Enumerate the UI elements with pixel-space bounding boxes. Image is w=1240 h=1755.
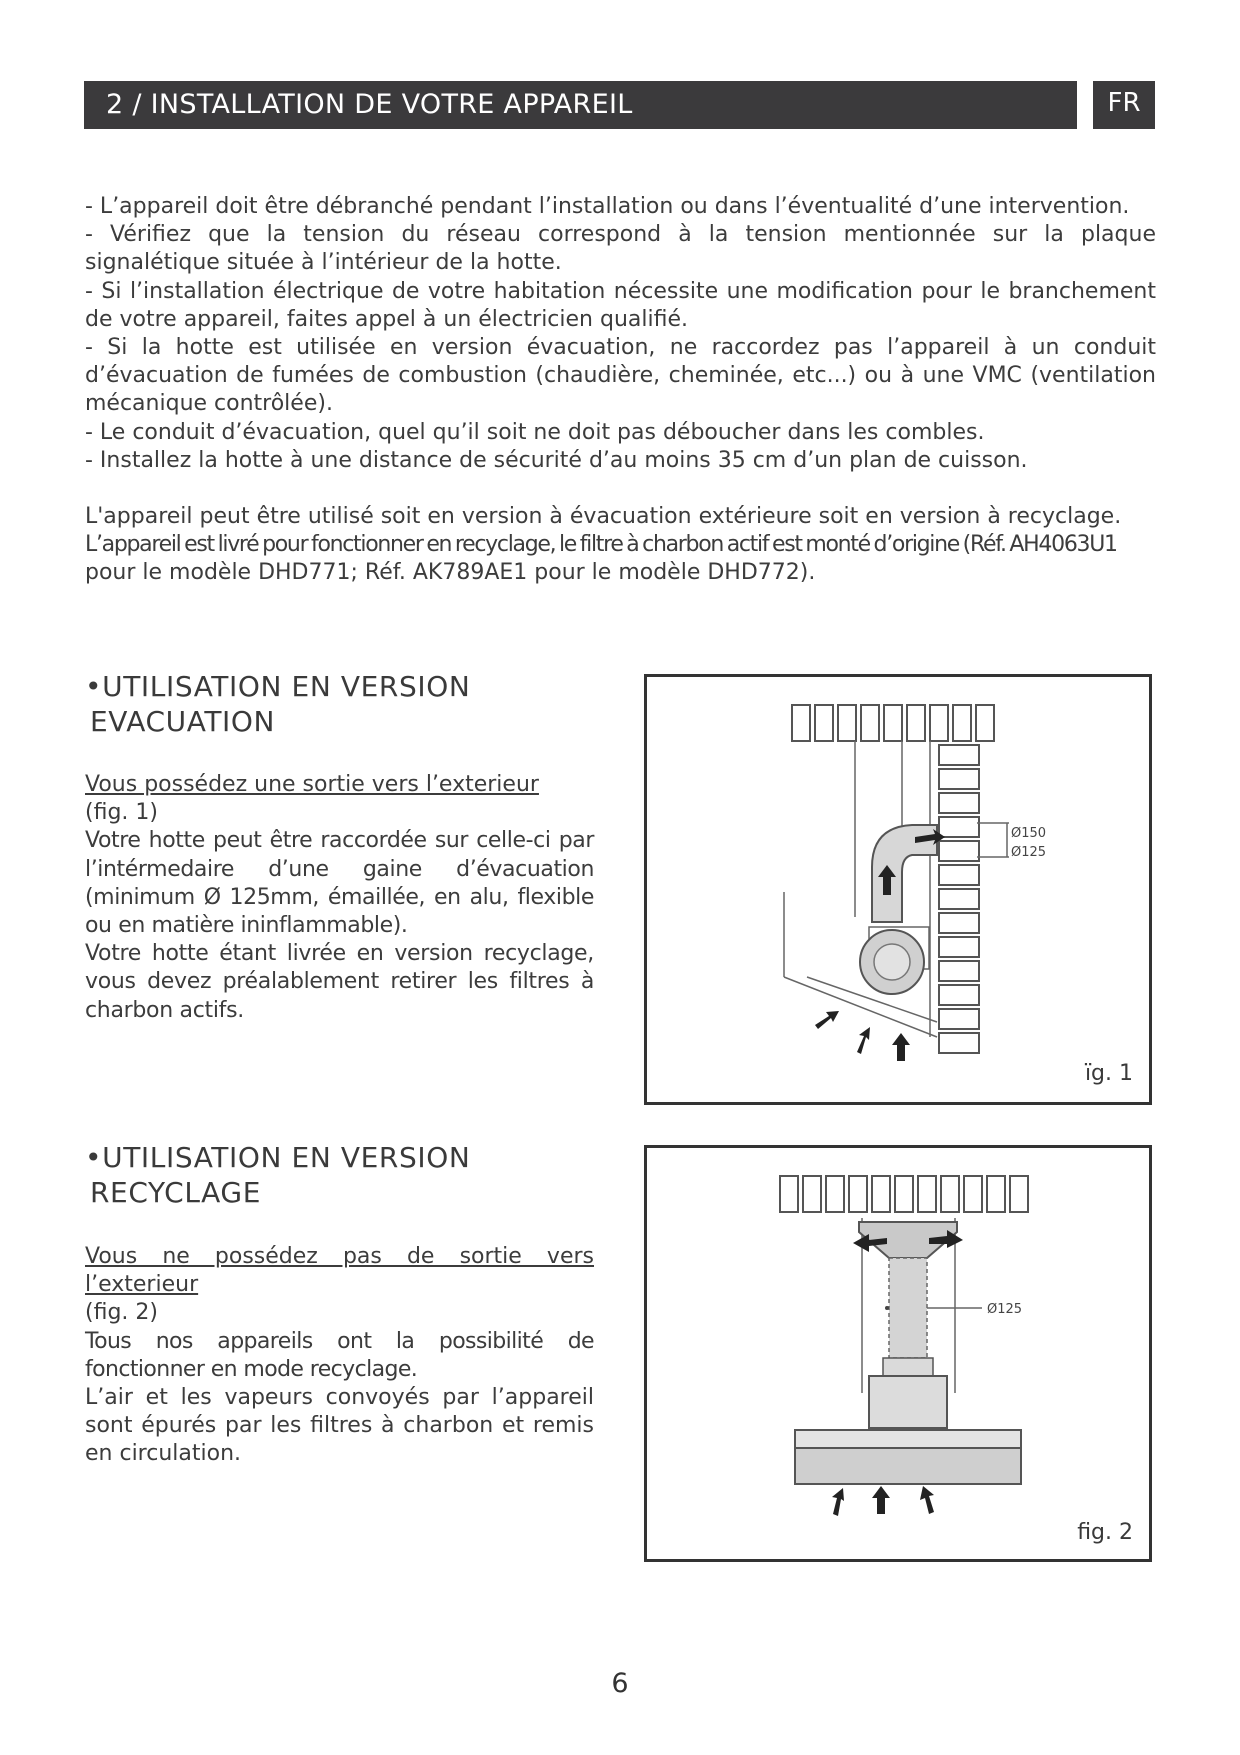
section1-fig-ref: (fig. 1) <box>85 800 158 826</box>
intro-p4: - Si la hotte est utilisée en version évacuation, ne raccordez pas l’appareil à un conduit d’évacuation de fumées de combustion (chaudière, cheminée, etc...) ou à une VMC (ventilation mécanique contrôlée). <box>85 335 1156 417</box>
section1-heading <box>85 669 470 739</box>
section-header <box>84 81 1077 129</box>
intro-p3: - Si l’installation électrique de votre habitation nécessite une modification pour le branchement de votre appareil, faites appel à un électricien qualifié. <box>85 278 1156 332</box>
fig1-dim1: Ø150 <box>1011 826 1047 841</box>
figure-1-drawing <box>647 677 1149 1102</box>
page-number: 6 <box>611 1668 629 1699</box>
intro-p1: - L’appareil doit être débranché pendant l’installation ou dans l’éventualité d’une intervention. <box>85 194 1130 219</box>
language-badge: FR <box>1093 81 1155 129</box>
section1-subtitle: Vous possédez une sortie vers l’exterieur <box>85 772 539 797</box>
figure-1-caption: ïg. 1 <box>1084 1061 1133 1086</box>
section-title: 2 / INSTALLATION DE VOTRE APPAREIL <box>106 89 633 120</box>
intro-text <box>85 193 1156 588</box>
intro-p8b: pour le modèle DHD771; Réf. AK789AE1 pour le modèle DHD772). <box>85 560 816 586</box>
intro-p8a: L’appareil est livré pour fonctionner en recyclage, le filtre à charbon actif est monté d’origine (Réf. AH4063U1 <box>85 532 1117 558</box>
figure-2-drawing <box>647 1148 1149 1559</box>
section2-body2: L’air et les vapeurs convoyés par l’appareil sont épurés par les filtres à charbon et remis en circulation. <box>85 1385 594 1467</box>
section1-title-line1: •UTILISATION EN VERSION <box>85 670 471 703</box>
intro-p7: L'appareil peut être utilisé soit en version à évacuation extérieure soit en version à recyclage. <box>85 504 1122 530</box>
section1-body <box>85 771 594 1025</box>
figure-1 <box>644 674 1152 1105</box>
intro-p5: - Le conduit d’évacuation, quel qu’il soit ne doit pas déboucher dans les combles. <box>85 419 985 445</box>
section2-body <box>85 1243 594 1469</box>
section2-subtitle: Vous ne possédez pas de sortie vers l’exterieur <box>85 1244 594 1298</box>
figure-2-caption: fig. 2 <box>1077 1520 1133 1545</box>
figure-2 <box>644 1145 1152 1562</box>
section1-title-line2: EVACUATION <box>90 705 276 738</box>
intro-p2: - Vérifiez que la tension du réseau correspond à la tension mentionnée sur la plaque signalétique située à l’intérieur de la hotte. <box>85 222 1156 276</box>
fig2-dim: Ø125 <box>987 1302 1023 1317</box>
section1-body1: Votre hotte peut être raccordée sur celle-ci par l’intérmedaire d’une gaine d’évacuation (minimum Ø 125mm, émaillée, en alu, flexible ou en matière ininflammable). <box>85 828 594 939</box>
intro-p6: - Installez la hotte à une distance de sécurité d’au moins 35 cm d’un plan de cuisson. <box>85 447 1028 473</box>
section2-heading <box>85 1140 470 1210</box>
section2-body1: Tous nos appareils ont la possibilité de fonctionner en mode recyclage. <box>85 1328 594 1382</box>
section2-fig-ref: (fig. 2) <box>85 1300 158 1326</box>
fig1-dim2: Ø125 <box>1011 845 1047 860</box>
section1-body2: Votre hotte étant livrée en version recyclage, vous devez préalablement retirer les filtres à charbon actifs. <box>85 941 594 1023</box>
section2-title-line1: •UTILISATION EN VERSION <box>85 1141 471 1174</box>
section2-title-line2: RECYCLAGE <box>90 1176 262 1209</box>
